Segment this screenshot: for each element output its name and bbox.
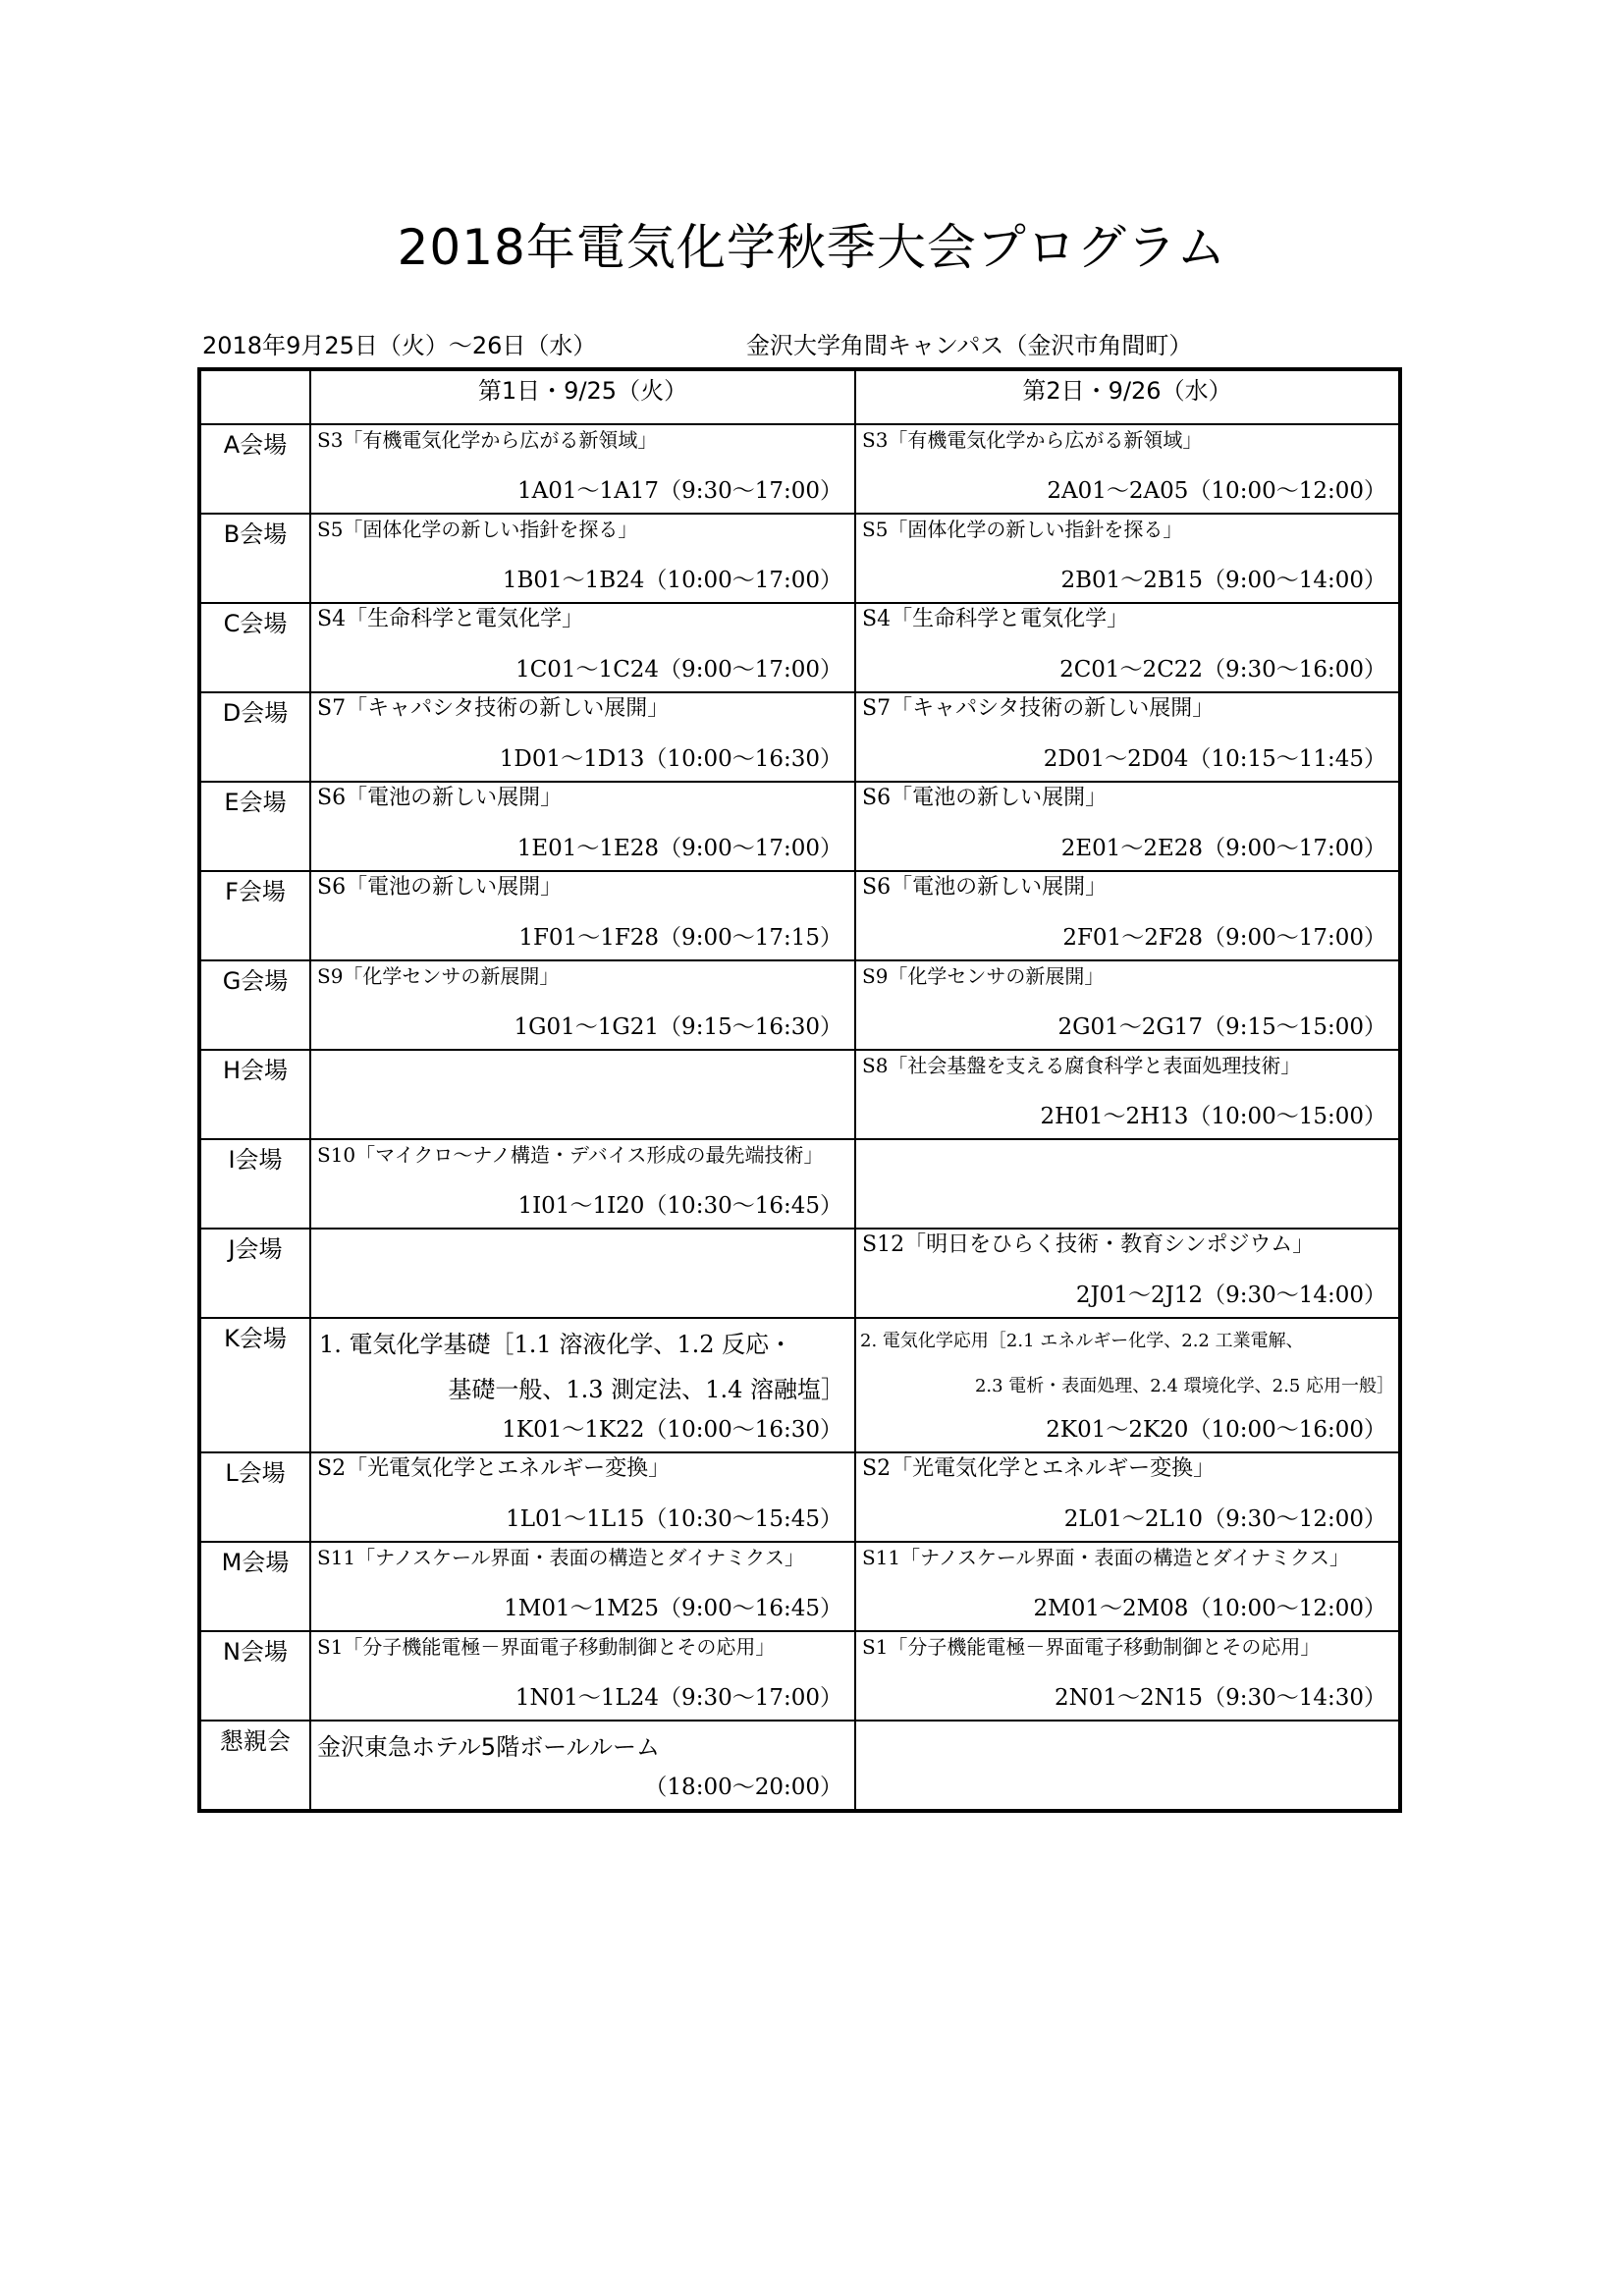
table-row [199,1318,1400,1452]
day2-cell [855,782,1400,871]
session-category-line2: 基礎一般、1.3 測定法、1.4 溶融塩］ [448,1376,844,1403]
room-label: H会場 [199,1050,310,1139]
day2-cell [855,1452,1400,1542]
date-line: 2018年9月25日（火）～26日（水） [202,332,597,359]
table-row [199,514,1400,603]
room-label: J会場 [199,1229,310,1318]
room-label: N会場 [199,1631,310,1721]
symposium-title: S2「光電気化学とエネルギー変換」 [317,1456,671,1481]
header-day1: 第1日・9/25（火） [310,369,855,424]
table-row [199,1542,1400,1631]
table-row [199,424,1400,514]
symposium-title: S6「電池の新しい展開」 [862,786,1108,810]
session-range: 2D01～2D04（10:15～11:45） [1043,746,1386,772]
session-range: 2M01～2M08（10:00～12:00） [1033,1596,1386,1621]
day2-cell [855,960,1400,1050]
room-label: 懇親会 [199,1721,310,1811]
table-row [199,960,1400,1050]
symposium-title: S5「固体化学の新しい指針を探る」 [317,518,638,541]
session-range: 2B01～2B15（9:00～14:00） [1060,568,1386,593]
room-label: K会場 [199,1318,310,1452]
day2-cell [855,1542,1400,1631]
session-range: 2G01～2G17（9:15～15:00） [1057,1014,1386,1040]
symposium-title: S5「固体化学の新しい指針を探る」 [862,518,1183,541]
day2-cell [855,1139,1400,1229]
session-range: 1L01～1L15（10:30～15:45） [506,1506,842,1532]
symposium-title: S12「明日をひらく技術・教育シンポジウム」 [862,1232,1315,1257]
symposium-title: S11「ナノスケール界面・表面の構造とダイナミクス」 [317,1546,804,1569]
day1-cell [310,424,855,514]
session-category-line2: 2.3 電析・表面処理、2.4 環境化学、2.5 応用一般］ [974,1376,1394,1396]
day1-cell [310,782,855,871]
table-row [199,603,1400,692]
session-range: 1F01～1F28（9:00～17:15） [518,925,842,951]
room-label: L会場 [199,1452,310,1542]
symposium-title: S7「キャパシタ技術の新しい展開」 [862,696,1215,721]
session-range: 2N01～2N15（9:30～14:30） [1055,1685,1386,1711]
symposium-title: S7「キャパシタ技術の新しい展開」 [317,696,670,721]
session-range: 1B01～1B24（10:00～17:00） [502,568,842,593]
day2-cell [855,1318,1400,1452]
symposium-title: S9「化学センサの新展開」 [862,964,1105,988]
session-range: 1G01～1G21（9:15～16:30） [514,1014,842,1040]
table-row [199,1050,1400,1139]
symposium-title: S6「電池の新しい展開」 [862,875,1108,900]
day2-cell [855,514,1400,603]
table-row [199,1631,1400,1721]
room-label: C会場 [199,603,310,692]
party-place: 金沢東急ホテル5階ボールルーム [317,1733,660,1761]
session-range: 1D01～1D13（10:00～16:30） [499,746,842,772]
day1-cell [310,692,855,782]
symposium-title: S10「マイクロ～ナノ構造・デバイス形成の最先端技術」 [317,1143,824,1167]
empty-cell [855,1721,1400,1811]
symposium-title: S4「生命科学と電気化学」 [862,607,1129,631]
day1-cell [310,871,855,960]
session-range: 1A01～1A17（9:30～17:00） [517,478,842,504]
session-range: 2A01～2A05（10:00～12:00） [1047,478,1386,504]
room-label: M会場 [199,1542,310,1631]
day1-cell [310,1318,855,1452]
session-range: 2K01～2K20（10:00～16:00） [1046,1417,1386,1443]
room-label: E会場 [199,782,310,871]
session-range: 1K01～1K22（10:00～16:30） [502,1417,842,1443]
session-range: 2H01～2H13（10:00～15:00） [1040,1104,1386,1129]
session-range: 1N01～1L24（9:30～17:00） [514,1685,842,1711]
symposium-title: S1「分子機能電極－界面電子移動制御とその応用」 [317,1635,776,1659]
symposium-title: S3「有機電気化学から広がる新領域」 [317,428,658,452]
symposium-title: S6「電池の新しい展開」 [317,875,563,900]
day2-cell [855,692,1400,782]
day1-cell [310,960,855,1050]
room-label: A会場 [199,424,310,514]
header-row [199,369,1400,424]
party-cell [310,1721,855,1811]
table-row [199,692,1400,782]
table-row-party [199,1721,1400,1811]
session-range: 1M01～1M25（9:00～16:45） [504,1596,842,1621]
day2-cell [855,1229,1400,1318]
day1-cell [310,1139,855,1229]
session-range: 2E01～2E28（9:00～17:00） [1060,836,1386,861]
table-row [199,1229,1400,1318]
program-table [197,367,1402,1813]
table-row [199,1452,1400,1542]
day2-cell [855,1631,1400,1721]
room-label: B会場 [199,514,310,603]
room-label: D会場 [199,692,310,782]
room-label: F会場 [199,871,310,960]
symposium-title: S11「ナノスケール界面・表面の構造とダイナミクス」 [862,1546,1349,1569]
day1-cell [310,603,855,692]
session-range: 1C01～1C24（9:00～17:00） [515,657,842,683]
session-category-line1: 2. 電気化学応用［2.1 エネルギー化学、2.2 工業電解、 [860,1331,1304,1351]
page-title: 2018年電気化学秋季大会プログラム [397,219,1227,276]
session-category-line1: 1. 電気化学基礎［1.1 溶液化学、1.2 反応・ [319,1331,793,1358]
session-range: 2J01～2J12（9:30～14:00） [1075,1283,1386,1308]
session-range: 1I01～1I20（10:30～16:45） [517,1193,842,1219]
header-room [199,369,310,424]
day1-cell [310,1050,855,1139]
session-range: 1E01～1E28（9:00～17:00） [516,836,842,861]
table-row [199,871,1400,960]
day2-cell [855,871,1400,960]
day1-cell [310,1542,855,1631]
party-time: （18:00～20:00） [644,1775,842,1800]
venue-line: 金沢大学角間キャンパス（金沢市角間町） [746,332,1193,359]
symposium-title: S6「電池の新しい展開」 [317,786,563,810]
symposium-title: S3「有機電気化学から広がる新領域」 [862,428,1203,452]
table-row [199,782,1400,871]
session-range: 2L01～2L10（9:30～12:00） [1063,1506,1386,1532]
symposium-title: S2「光電気化学とエネルギー変換」 [862,1456,1216,1481]
day2-cell [855,424,1400,514]
symposium-title: S1「分子機能電極－界面電子移動制御とその応用」 [862,1635,1321,1659]
room-label: G会場 [199,960,310,1050]
day1-cell [310,514,855,603]
day1-cell [310,1631,855,1721]
session-range: 2F01～2F28（9:00～17:00） [1062,925,1386,951]
day1-cell [310,1452,855,1542]
session-range: 2C01～2C22（9:30～16:00） [1059,657,1386,683]
day2-cell [855,1050,1400,1139]
symposium-title: S9「化学センサの新展開」 [317,964,560,988]
day2-cell [855,603,1400,692]
header-day2: 第2日・9/26（水） [855,369,1400,424]
day1-cell [310,1229,855,1318]
symposium-title: S4「生命科学と電気化学」 [317,607,584,631]
room-label: I会場 [199,1139,310,1229]
symposium-title: S8「社会基盤を支える腐食科学と表面処理技術」 [862,1054,1301,1077]
table-row [199,1139,1400,1229]
